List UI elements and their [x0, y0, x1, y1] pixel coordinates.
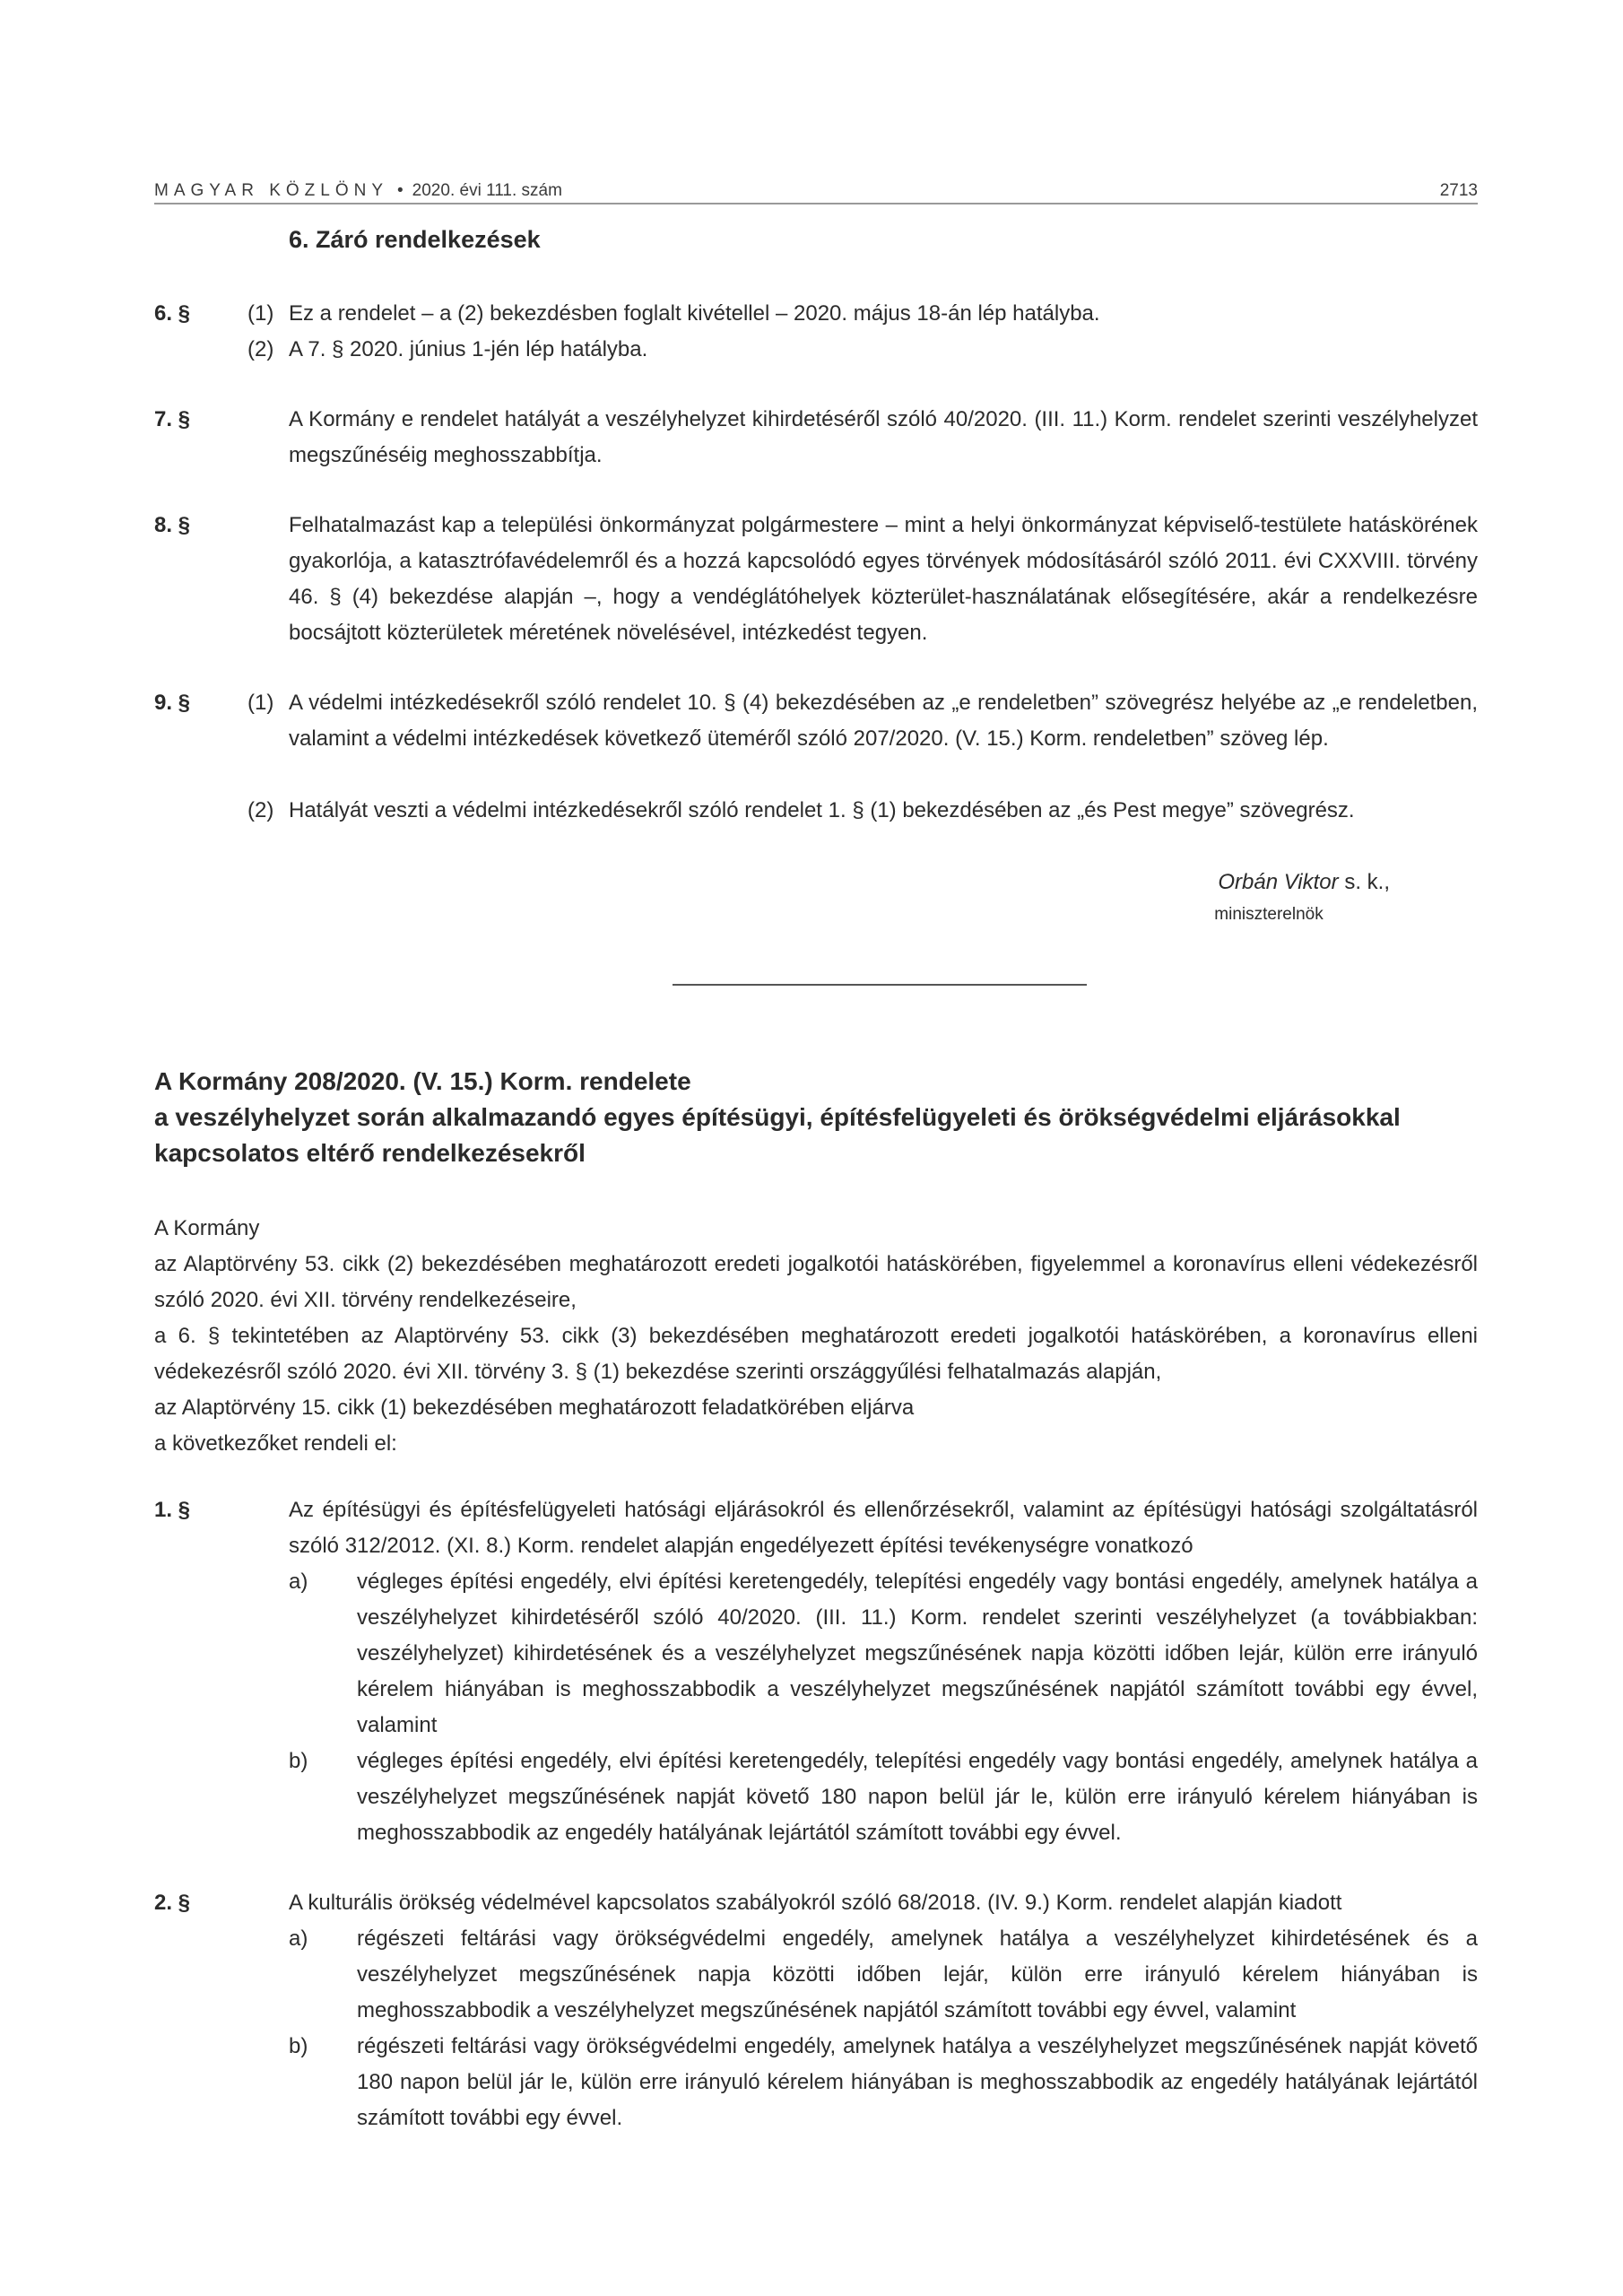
item-letter: a) [289, 1926, 308, 1951]
paragraph-8 [154, 508, 1478, 651]
paragraph-number: 7. § [154, 407, 191, 431]
item-letter: b) [289, 1749, 308, 1773]
subsection-number: (2) [247, 337, 274, 361]
item-text: végleges építési engedély, elvi építési keretengedély, telepítési engedély vagy bontási engedély, amelynek hatálya a veszélyhelyzet megszűnésének napját követő 180 napon belül jár le, külön erre irányuló kérelem hiányában is meghosszabbodik az engedély hatályának lejártától számított további egy évvel. [357, 1749, 1478, 1845]
subsection-text: Ez a rendelet – a (2) bekezdésben foglalt kivétellel – 2020. május 18-án lép hatályba. [289, 301, 1100, 326]
subsection-number: (1) [247, 691, 274, 715]
decree-paragraph-2 [154, 1885, 1478, 2136]
signatory-name: Orbán Viktor [1218, 870, 1339, 894]
signature-suffix: s. k., [1338, 870, 1390, 894]
paragraph-6 [154, 296, 1478, 368]
decree-title [154, 1064, 1478, 1171]
preamble-line: A Kormány [154, 1216, 260, 1240]
subsection-text: A védelmi intézkedésekről szóló rendelet 10. § (4) bekezdésében az „e rendeletben” szövegrész helyébe az „e rendeletben, valamint a védelmi intézkedések következő üteméről szóló 207/2020. (V. 15.) Korm. rendeletben” szöveg lép. [289, 691, 1478, 751]
running-header [154, 169, 1478, 201]
item-letter: a) [289, 1570, 308, 1594]
paragraph-number: 1. § [154, 1498, 191, 1522]
paragraph-text: Felhatalmazást kap a települési önkormányzat polgármestere – mint a helyi önkormányzat képviselő-testülete hatáskörének gyakorlója, a katasztrófavédelemről és a hozzá kapcsolódó egyes törvények módosításáról szóló 2011. évi CXXVIII. törvény 46. § (4) bekezdése alapján –, hogy a vendéglátóhelyek közterület-használatának elősegítésére, akár a rendelkezésre bocsájtott közterületek méretének növelésével, intézkedést tegyen. [289, 513, 1478, 645]
decree-title-line: A Kormány 208/2020. (V. 15.) Korm. rendelete [154, 1067, 691, 1095]
paragraph-number: 6. § [154, 301, 191, 326]
item-text: régészeti feltárási vagy örökségvédelmi engedély, amelynek hatálya a veszélyhelyzet kihirdetésének és a veszélyhelyzet megszűnésének napja közötti időben lejár, külön erre irányuló kérelem hiányában is meghosszabbodik a veszélyhelyzet megszűnésének napjától számított további egy évvel, valamint [357, 1926, 1478, 2022]
paragraph-text: A kulturális örökség védelmével kapcsolatos szabályokról szóló 68/2018. (IV. 9.) Korm. rendelet alapján kiadott [289, 1891, 1342, 1915]
header-rule [154, 203, 1478, 204]
subsection-text: Hatályát veszti a védelmi intézkedésekről szóló rendelet 1. § (1) bekezdésében az „és Pest megye” szövegrész. [289, 798, 1355, 822]
paragraph-number: 9. § [154, 691, 191, 715]
subsection-number: (1) [247, 301, 274, 326]
decree-paragraph-1 [154, 1492, 1478, 1851]
preamble-line: a 6. § tekintetében az Alaptörvény 53. cikk (3) bekezdésében meghatározott eredeti jogalkotói hatáskörében, a koronavírus elleni védekezésről szóló 2020. évi XII. törvény 3. § (1) bekezdése szerinti országgyűlési felhatalmazás alapján, [154, 1324, 1478, 1384]
paragraph-number: 8. § [154, 513, 191, 537]
paragraph-number: 2. § [154, 1891, 191, 1915]
header-left [154, 181, 562, 201]
preamble-line: az Alaptörvény 53. cikk (2) bekezdésében meghatározott eredeti jogalkotói hatáskörében, figyelemmel a koronavírus elleni védekezésről szóló 2020. évi XII. törvény rendelkezéseire, [154, 1252, 1478, 1312]
section-heading: 6. Záró rendelkezések [289, 226, 541, 253]
preamble-line: az Alaptörvény 15. cikk (1) bekezdésében meghatározott feladatkörében eljárva [154, 1396, 915, 1420]
item-text: végleges építési engedély, elvi építési keretengedély, telepítési engedély vagy bontási engedély, amelynek hatálya a veszélyhelyzet kihirdetéséről szóló 40/2020. (III. 11.) Korm. rendelet szerinti veszélyhelyzet (a továbbiakban: veszélyhelyzet) kihirdetésének és a veszélyhelyzet megszűnésének napja közötti időben lejár, külön erre irányuló kérelem hiányában is meghosszabbodik a veszélyhelyzet megszűnésének napjától számított további egy évvel, valamint [357, 1570, 1478, 1737]
paragraph-text: Az építésügyi és építésfelügyeleti hatósági eljárásokról és ellenőrzésekről, valamint az építésügyi hatósági szolgáltatásról szóló 312/2012. (XI. 8.) Korm. rendelet alapján engedélyezett építési tevékenységre vonatkozó [289, 1498, 1478, 1558]
paragraph-text: A Kormány e rendelet hatályát a veszélyhelyzet kihirdetéséről szóló 40/2020. (III. 11.) Korm. rendelet szerinti veszélyhelyzet megszűnéséig meghosszabbítja. [289, 407, 1478, 467]
item-letter: b) [289, 2034, 308, 2058]
preamble-line: a következőket rendeli el: [154, 1431, 397, 1456]
issue-number: 2020. évi 111. szám [412, 181, 562, 200]
paragraph-9 [154, 685, 1478, 829]
page-number: 2713 [1439, 181, 1478, 200]
decree-preamble [154, 1211, 1478, 1462]
signature-block [1094, 866, 1390, 931]
journal-title: MAGYAR KÖZLÖNY [154, 181, 389, 200]
signatory-role: miniszterelnök [1214, 905, 1324, 924]
decree-title-line: a veszélyhelyzet során alkalmazandó egyes építésügyi, építésfelügyeleti és örökségvédelmi eljárásokkal [154, 1103, 1401, 1131]
subsection-number: (2) [247, 798, 274, 822]
paragraph-7 [154, 402, 1478, 474]
decree-title-line: kapcsolatos eltérő rendelkezésekről [154, 1139, 586, 1167]
subsection-text: A 7. § 2020. június 1-jén lép hatályba. [289, 337, 648, 361]
item-text: régészeti feltárási vagy örökségvédelmi engedély, amelynek hatálya a veszélyhelyzet megszűnésének napját követő 180 napon belül jár le, külön erre irányuló kérelem hiányában is meghosszabbodik az engedély hatályának lejártától számított további egy évvel. [357, 2034, 1478, 2130]
section-divider [673, 984, 1087, 986]
header-separator: • [397, 181, 404, 200]
